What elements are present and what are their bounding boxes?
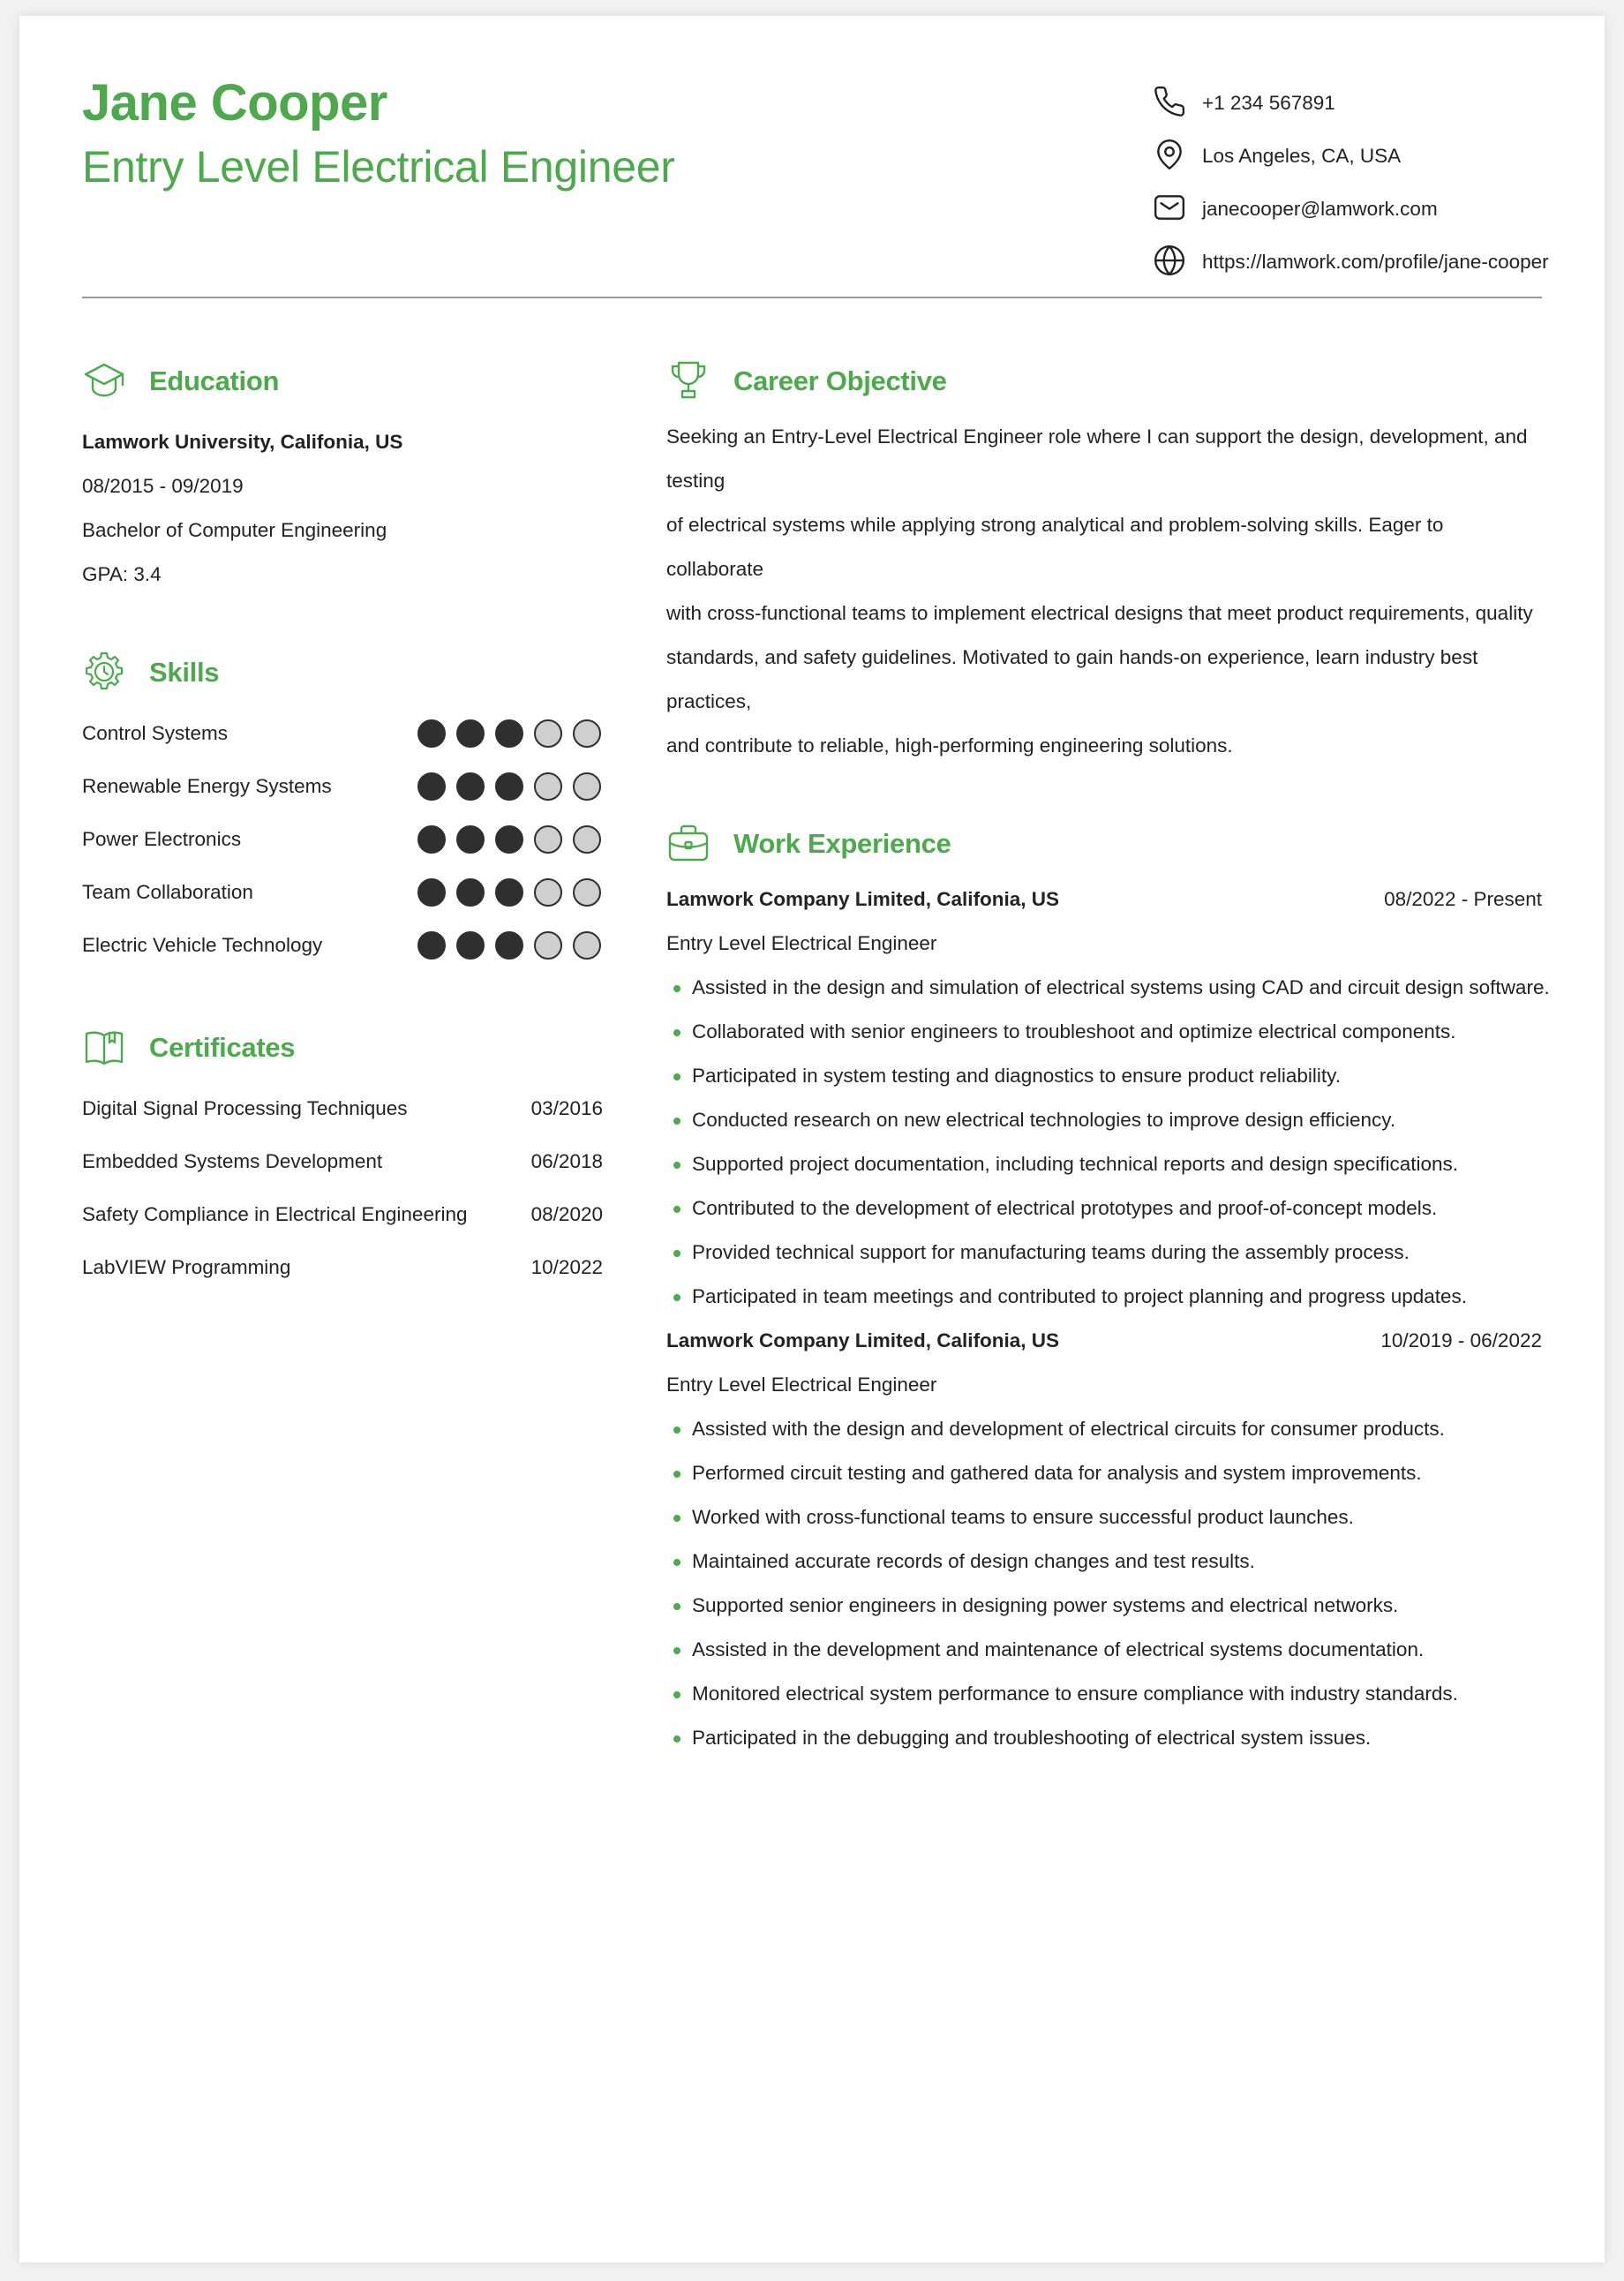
- skill-rating: [417, 719, 601, 748]
- job-bullet: Assisted in the development and maintenance of electrical systems documentation.: [666, 1628, 1542, 1672]
- certificates-section: [82, 1025, 603, 1294]
- briefcase-icon: [666, 821, 710, 865]
- job-dates: 10/2019 - 06/2022: [1380, 1329, 1542, 1351]
- rating-dot-filled: [495, 772, 523, 801]
- objective-line: Seeking an Entry-Level Electrical Engineer role where I can support the design, development, and testing: [666, 425, 1528, 492]
- job-bullet: Conducted research on new electrical technologies to improve design efficiency.: [666, 1098, 1542, 1142]
- job-header: [666, 877, 1542, 922]
- skill-name: Control Systems: [82, 722, 229, 744]
- certificate-row: [82, 1188, 603, 1241]
- job-bullets: [666, 1407, 1542, 1760]
- rating-dot-empty: [534, 772, 562, 801]
- rating-dot-filled: [417, 772, 446, 801]
- certificates-title: Certificates: [149, 1032, 296, 1063]
- rating-dot-filled: [456, 825, 485, 854]
- certificates-heading: [82, 1025, 603, 1069]
- job-bullet: Maintained accurate records of design changes and test results.: [666, 1539, 1542, 1584]
- work-heading: [666, 821, 1542, 865]
- certificate-name: Embedded Systems Development: [82, 1150, 383, 1172]
- rating-dot-empty: [573, 878, 601, 907]
- header-divider: [82, 297, 1542, 298]
- skill-name: Power Electronics: [82, 828, 242, 850]
- job-bullet: Supported project documentation, including technical reports and design specifications.: [666, 1142, 1542, 1186]
- rating-dot-empty: [534, 931, 562, 960]
- education-school: Lamwork University, Califonia, US: [82, 431, 403, 453]
- certificate-row: [82, 1082, 603, 1135]
- job-role: Entry Level Electrical Engineer: [666, 1374, 937, 1396]
- phone-icon: [1153, 85, 1186, 118]
- email-link[interactable]: janecooper@lamwork.com: [1202, 198, 1438, 220]
- skill-row: [82, 707, 603, 760]
- graduation-cap-icon: [82, 358, 126, 403]
- rating-dot-empty: [573, 772, 601, 801]
- certificate-name: Safety Compliance in Electrical Engineering: [82, 1203, 468, 1225]
- skills-heading: [82, 650, 603, 694]
- job-bullet: Assisted with the design and development of electrical circuits for consumer products.: [666, 1407, 1542, 1451]
- skill-name: Team Collaboration: [82, 881, 253, 903]
- rating-dot-filled: [417, 825, 446, 854]
- rating-dot-filled: [456, 719, 485, 748]
- job-bullet: Participated in team meetings and contributed to project planning and progress updates.: [666, 1275, 1542, 1319]
- education-gpa: GPA: 3.4: [82, 563, 162, 585]
- work-title: Work Experience: [733, 828, 951, 859]
- job-bullet: Performed circuit testing and gathered data for analysis and system improvements.: [666, 1451, 1542, 1495]
- certificate-name: Digital Signal Processing Techniques: [82, 1097, 408, 1119]
- job-bullet: Participated in system testing and diagnostics to ensure product reliability.: [666, 1054, 1542, 1098]
- job-dates: 08/2022 - Present: [1384, 888, 1542, 910]
- job-company: Lamwork Company Limited, Califonia, US: [666, 1329, 1060, 1351]
- skill-rating: [417, 825, 601, 854]
- skill-name: Electric Vehicle Technology: [82, 934, 323, 956]
- rating-dot-empty: [534, 878, 562, 907]
- skills-title: Skills: [149, 657, 220, 688]
- rating-dot-filled: [495, 825, 523, 854]
- rating-dot-filled: [456, 772, 485, 801]
- certificate-date: 03/2016: [530, 1097, 603, 1119]
- rating-dot-filled: [456, 878, 485, 907]
- certificate-name: LabVIEW Programming: [82, 1256, 291, 1278]
- skill-row: [82, 760, 603, 813]
- job-bullet: Provided technical support for manufacturing teams during the assembly process.: [666, 1231, 1542, 1275]
- job-bullet: Participated in the debugging and troubleshooting of electrical system issues.: [666, 1716, 1542, 1760]
- job-bullet: Assisted in the design and simulation of electrical systems using CAD and circuit design software.: [666, 966, 1542, 1010]
- location-pin-icon: [1153, 138, 1186, 171]
- job-bullets: [666, 966, 1550, 1319]
- job-entry: [666, 1319, 1542, 1760]
- job-bullet: Collaborated with senior engineers to troubleshoot and optimize electrical components.: [666, 1010, 1542, 1054]
- trophy-icon: [666, 358, 710, 403]
- skill-row: [82, 813, 603, 866]
- objective-line: of electrical systems while applying strong analytical and problem-solving skills. Eager to collaborate: [666, 514, 1444, 580]
- job-bullet: Monitored electrical system performance to ensure compliance with industry standards.: [666, 1672, 1542, 1716]
- certificate-date: 06/2018: [530, 1150, 603, 1172]
- rating-dot-filled: [417, 878, 446, 907]
- job-company: Lamwork Company Limited, Califonia, US: [666, 888, 1060, 910]
- objective-title: Career Objective: [733, 365, 947, 396]
- objective-section: [666, 358, 1542, 768]
- candidate-name: Jane Cooper: [82, 74, 387, 132]
- work-section: [666, 821, 1550, 1760]
- skill-row: [82, 866, 603, 919]
- skill-rating: [417, 772, 601, 801]
- job-entry: [666, 877, 1550, 1319]
- job-bullet: Worked with cross-functional teams to ensure successful product launches.: [666, 1495, 1542, 1539]
- skill-row: [82, 919, 603, 972]
- gear-clock-icon: [82, 650, 126, 694]
- right-column: [666, 358, 1550, 1760]
- skill-name: Renewable Energy Systems: [82, 775, 332, 797]
- objective-line: and contribute to reliable, high-performing engineering solutions.: [666, 734, 1233, 757]
- education-heading: [82, 358, 603, 403]
- resume-page: [19, 16, 1605, 2262]
- rating-dot-filled: [495, 878, 523, 907]
- certificate-date: 08/2020: [530, 1203, 603, 1225]
- envelope-icon: [1153, 191, 1186, 224]
- objective-heading: [666, 358, 1542, 403]
- rating-dot-empty: [573, 931, 601, 960]
- open-book-icon: [82, 1025, 126, 1069]
- skills-section: [82, 650, 603, 972]
- rating-dot-filled: [456, 931, 485, 960]
- rating-dot-empty: [573, 825, 601, 854]
- location-text: Los Angeles, CA, USA: [1202, 145, 1402, 167]
- candidate-title: Entry Level Electrical Engineer: [82, 142, 675, 192]
- job-bullet: Contributed to the development of electrical prototypes and proof-of-concept models.: [666, 1186, 1542, 1231]
- globe-icon: [1153, 244, 1186, 277]
- objective-line: standards, and safety guidelines. Motivated to gain hands-on experience, learn industry best practices,: [666, 646, 1478, 712]
- rating-dot-filled: [495, 719, 523, 748]
- education-title: Education: [149, 365, 280, 396]
- job-header: [666, 1319, 1542, 1363]
- certificate-date: 10/2022: [530, 1256, 603, 1278]
- rating-dot-filled: [495, 931, 523, 960]
- job-role: Entry Level Electrical Engineer: [666, 932, 937, 954]
- job-bullet: Supported senior engineers in designing power systems and electrical networks.: [666, 1584, 1542, 1628]
- skill-rating: [417, 931, 601, 960]
- left-column: [82, 358, 603, 1294]
- rating-dot-filled: [417, 719, 446, 748]
- education-degree: Bachelor of Computer Engineering: [82, 519, 387, 541]
- education-section: [82, 358, 603, 597]
- objective-text: [666, 415, 1542, 768]
- rating-dot-empty: [534, 825, 562, 854]
- phone-text: +1 234 567891: [1202, 92, 1335, 114]
- skill-rating: [417, 878, 601, 907]
- rating-dot-empty: [573, 719, 601, 748]
- rating-dot-filled: [417, 931, 446, 960]
- education-dates: 08/2015 - 09/2019: [82, 475, 244, 497]
- certificate-row: [82, 1135, 603, 1188]
- certificate-row: [82, 1241, 603, 1294]
- rating-dot-empty: [534, 719, 562, 748]
- website-link[interactable]: https://lamwork.com/profile/jane-cooper: [1202, 251, 1549, 273]
- objective-line: with cross-functional teams to implement electrical designs that meet product requirements, quality: [666, 602, 1533, 624]
